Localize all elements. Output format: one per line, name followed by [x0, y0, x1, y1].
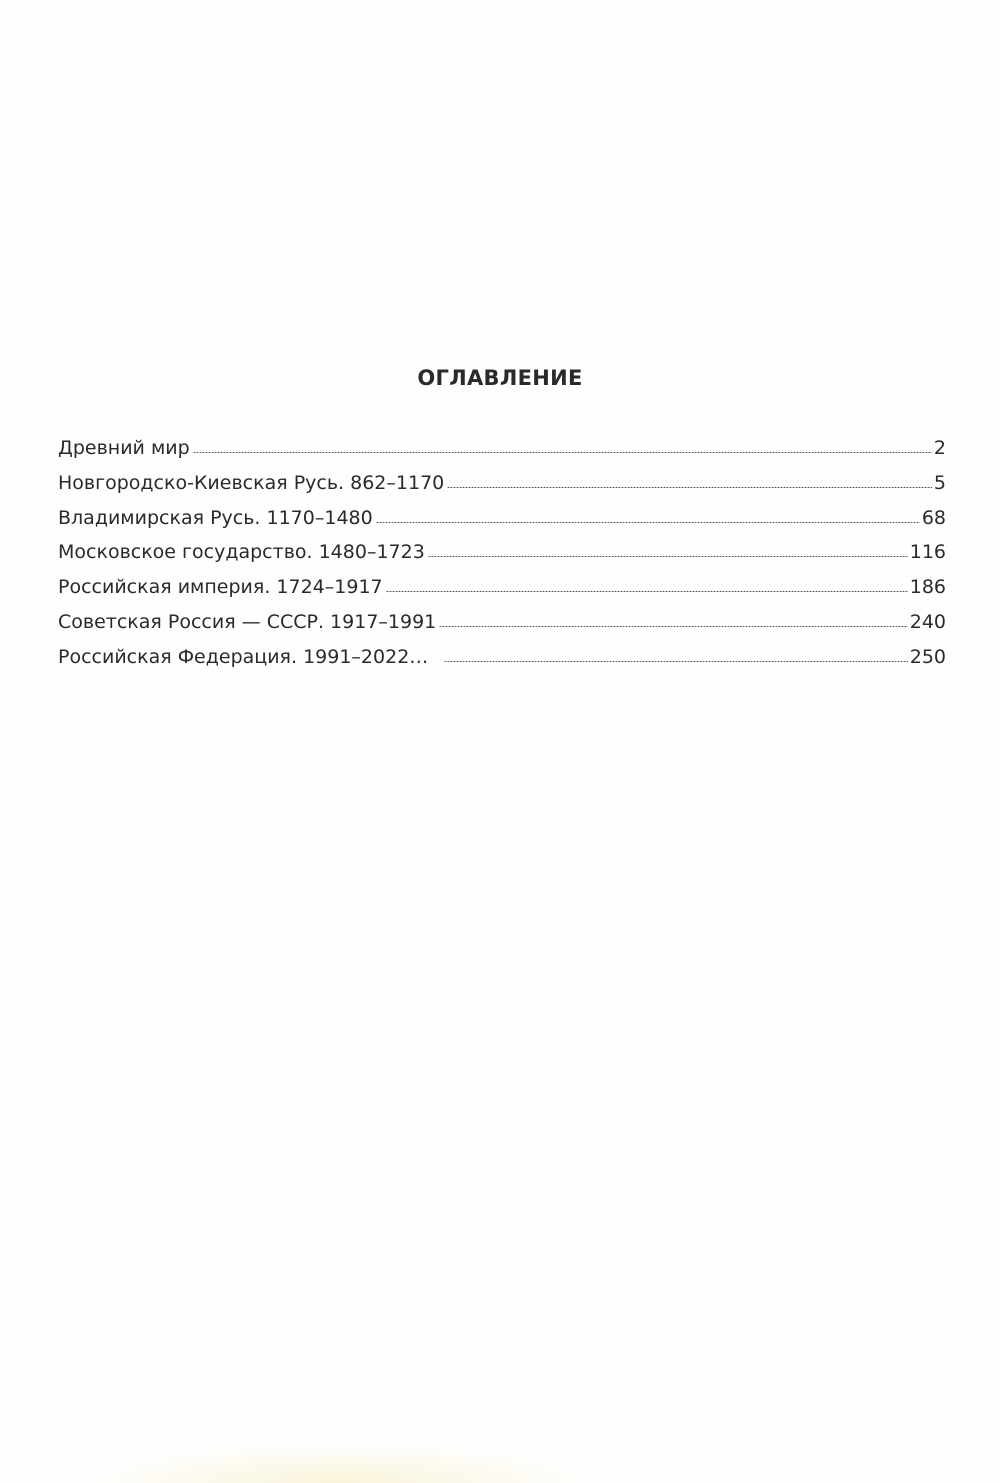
- toc-entry-page-number: 2: [933, 437, 946, 459]
- toc-entry[interactable]: [58, 535, 946, 570]
- toc-entry-page-number: 186: [909, 576, 946, 599]
- dot-leader: [428, 556, 908, 557]
- dot-leader: [386, 591, 908, 592]
- toc-entry-page-number: 5: [933, 471, 946, 494]
- dot-leader: [444, 661, 907, 662]
- toc-entry-page-number: 240: [909, 610, 946, 633]
- toc-entry-page-number: 116: [909, 541, 946, 564]
- toc-entry[interactable]: [58, 605, 946, 640]
- toc-entry[interactable]: [58, 431, 946, 466]
- toc-entry-page-number: 250: [909, 645, 946, 668]
- paper-stain: [80, 1443, 600, 1483]
- toc-entry-title: Российская Федерация. 1991–2022…: [58, 645, 429, 668]
- toc-entry-title: Советская Россия — СССР. 1917–1991: [58, 610, 437, 633]
- dot-leader: [193, 452, 932, 453]
- page-title: ОГЛАВЛЕНИЕ: [417, 366, 583, 390]
- toc-entry-title: Новгородско-Киевская Русь. 862–1170: [58, 471, 445, 494]
- toc-entry[interactable]: [58, 466, 946, 501]
- toc-entry-title: Владимирская Русь. 1170–1480: [58, 506, 373, 529]
- toc-entry-title: Московское государство. 1480–1723: [58, 541, 425, 564]
- toc-entry-title: Древний мир: [58, 437, 190, 459]
- dot-leader: [439, 626, 907, 627]
- toc-entry[interactable]: [58, 570, 946, 605]
- toc-entry-page-number: 68: [921, 506, 946, 529]
- toc-entry[interactable]: [58, 640, 946, 675]
- toc-entry-title: Российская империя. 1724–1917: [58, 576, 383, 599]
- dot-leader: [447, 487, 932, 488]
- toc-entry[interactable]: [58, 501, 946, 536]
- table-of-contents: [58, 431, 946, 675]
- dot-leader: [376, 522, 920, 523]
